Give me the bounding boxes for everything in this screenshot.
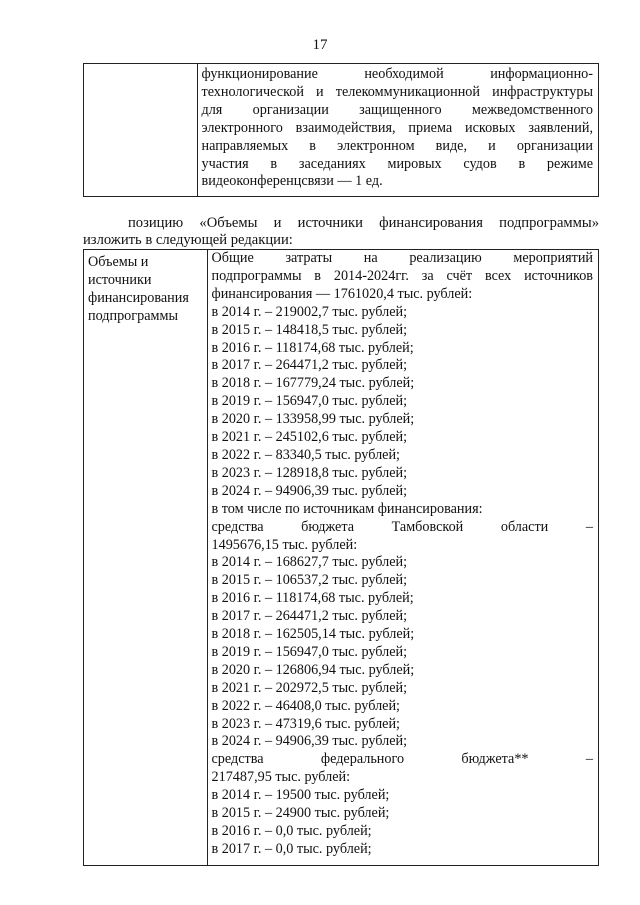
continuation-line: участия в заседаниях мировых судов в режиме [201, 155, 593, 172]
page-number: 17 [312, 37, 328, 53]
total-year-line: в 2021 г. – 245102,6 тыс. рублей; [211, 429, 408, 446]
total-year-line: в 2018 г. – 167779,24 тыс. рублей; [211, 375, 415, 392]
regional-year-line: в 2023 г. – 47319,6 тыс. рублей; [211, 715, 400, 732]
regional-year-line: в 2017 г. – 264471,2 тыс. рублей; [211, 608, 408, 625]
regional-year-line: в 2020 г. – 126806,94 тыс. рублей; [211, 661, 415, 678]
continuation-line: для организации защищенного межведомственного [201, 101, 593, 118]
total-year-line: в 2016 г. – 118174,68 тыс. рублей; [211, 339, 414, 356]
regional-year-line: в 2022 г. – 46408,0 тыс. рублей; [211, 697, 400, 714]
federal-year-line: в 2015 г. – 24900 тыс. рублей; [211, 805, 390, 822]
continuation-line: направляемых в электронном виде, и организации [201, 137, 593, 154]
continuation-table-left-cell [84, 64, 198, 197]
total-year-line: в 2014 г. – 219002,7 тыс. рублей; [211, 303, 408, 320]
intro-line: подпрограммы в 2014-2024гг. за счёт всех источников [211, 267, 593, 284]
heading-word: бюджета [301, 518, 355, 535]
heading-word: Тамбовской [391, 518, 464, 535]
label-line: источники [88, 271, 152, 288]
regional-year-line: в 2015 г. – 106537,2 тыс. рублей; [211, 572, 408, 589]
total-year-line: в 2024 г. – 94906,39 тыс. рублей; [211, 482, 408, 499]
regional-year-line: в 2014 г. – 168627,7 тыс. рублей; [211, 554, 408, 571]
regional-budget-total: 1495676,15 тыс. рублей: [211, 536, 358, 553]
continuation-line: технологической и телекоммуникационной инфраструктуры [201, 83, 593, 100]
federal-budget-total: 217487,95 тыс. рублей: [211, 769, 351, 786]
label-line: финансирования [88, 289, 189, 306]
continuation-line: функционирование необходимой информационно- [201, 66, 593, 82]
financing-table [83, 249, 599, 866]
total-year-line: в 2020 г. – 133958,99 тыс. рублей; [211, 411, 415, 428]
heading-word: федерального [320, 751, 405, 768]
intro-line: Общие затраты на реализацию мероприятий [211, 250, 593, 266]
federal-year-line: в 2016 г. – 0,0 тыс. рублей; [211, 823, 372, 839]
financing-table-content-cell [207, 250, 599, 866]
continuation-table [83, 63, 599, 197]
continuation-line-last: видеоконференцсвязи — 1 ед. [201, 173, 383, 190]
continuation-table-text-cell [197, 64, 599, 197]
paragraph-line-1: позицию «Объемы и источники финансирования подпрограммы» [128, 215, 599, 231]
total-year-line: в 2022 г. – 83340,5 тыс. рублей; [211, 446, 400, 463]
total-year-line: в 2017 г. – 264471,2 тыс. рублей; [211, 357, 408, 374]
regional-year-line: в 2019 г. – 156947,0 тыс. рублей; [211, 643, 408, 660]
federal-year-line: в 2017 г. – 0,0 тыс. рублей; [211, 840, 372, 857]
label-line: подпрограммы [88, 307, 178, 324]
federal-year-line: в 2014 г. – 19500 тыс. рублей; [211, 787, 390, 804]
total-year-line: в 2019 г. – 156947,0 тыс. рублей; [211, 393, 408, 410]
continuation-line: электронного взаимодействия, приема исковых заявлений, [201, 119, 593, 136]
total-year-line: в 2023 г. – 128918,8 тыс. рублей; [211, 464, 408, 481]
regional-budget-heading [212, 519, 594, 537]
regional-year-line: в 2016 г. – 118174,68 тыс. рублей; [211, 590, 414, 607]
label-line: Объемы и [88, 254, 149, 270]
sources-heading: в том числе по источникам финансирования: [211, 500, 483, 517]
regional-year-line: в 2018 г. – 162505,14 тыс. рублей; [211, 626, 415, 643]
heading-word: средства [211, 751, 264, 768]
total-year-line: в 2015 г. – 148418,5 тыс. рублей; [211, 321, 408, 338]
regional-year-line: в 2021 г. – 202972,5 тыс. рублей; [211, 679, 408, 696]
heading-word: области [500, 518, 549, 535]
federal-budget-heading [212, 751, 594, 769]
heading-word: – [585, 751, 593, 768]
paragraph-line-2: изложить в следующей редакции: [83, 232, 293, 248]
heading-word: средства [211, 518, 264, 535]
intro-line: финансирования — 1761020,4 тыс. рублей: [211, 285, 473, 302]
regional-year-line: в 2024 г. – 94906,39 тыс. рублей; [211, 733, 408, 750]
financing-table-label-cell [84, 250, 208, 866]
heading-word: – [585, 518, 593, 535]
heading-word: бюджета** [461, 751, 529, 768]
